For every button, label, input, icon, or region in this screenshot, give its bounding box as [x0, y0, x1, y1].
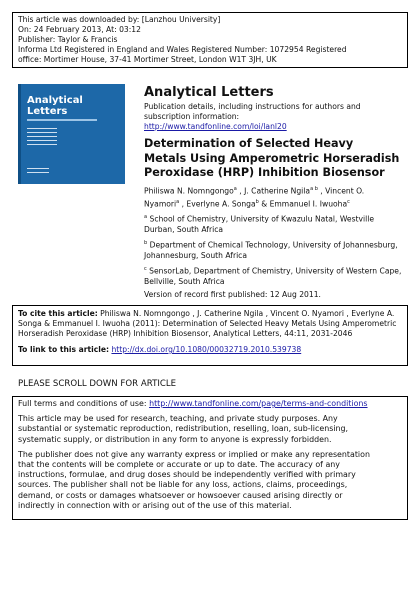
affil-mark: c [144, 266, 147, 273]
authors-section [144, 184, 410, 300]
journal-cover-image [18, 84, 125, 184]
author-text: Nyamori [144, 199, 177, 209]
affiliation-a: $^a$ School of Chemistry, University of Kwazulu Natal, Westville Durban, South Africa [144, 214, 375, 235]
author-text: , J. Catherine Ngila [236, 186, 311, 196]
affil-mark: b [255, 198, 259, 205]
title-line: Peroxidase (HRP) Inhibition Biosensor [144, 166, 385, 179]
link-label: To link to this article: [18, 345, 110, 354]
details-text: subscription information: [144, 112, 240, 121]
download-line: office: Mortimer House, 37-41 Mortimer Street, London W1T 3JH, UK [18, 55, 277, 64]
cover-rule [27, 119, 97, 121]
terms-link[interactable]: http://www.tandfonline.com/page/terms-and-conditions [149, 399, 368, 408]
affil-mark: b [144, 240, 148, 247]
affil-mark: a [144, 214, 148, 221]
download-line: Informa Ltd Registered in England and Wales Registered Number: 1072954 Registered [18, 45, 347, 54]
cover-text-lines [27, 128, 57, 148]
author-list [144, 184, 410, 209]
author-text: Philiswa N. Nomngongo [144, 186, 234, 196]
affiliation-c: $^c$ SensorLab, Department of Chemistry, University of Western Cape, Bellville, South Africa [144, 266, 402, 287]
terms-box [12, 396, 408, 520]
affil-mark: a [233, 186, 237, 192]
version-info: Version of record first published: 12 Aug 2011. [144, 290, 321, 300]
download-info-box [12, 12, 408, 68]
terms-paragraph-1: This article may be used for research, teaching, and private study purposes. Any substantial or systematic reproduction, redistribution, reselling, loan, sub-licensing, systematic supply, or distribution in any form to anyone is expressly forbidden. [18, 414, 349, 444]
cover-title: Analytical [27, 95, 83, 106]
affiliation-b: $^b$ Department of Chemical Technology, University of Johannesburg, Johannesburg, South Africa [144, 240, 398, 261]
title-line: Metals Using Amperometric Horseradish [144, 151, 400, 165]
cover-footer-lines [27, 168, 49, 176]
cite-text: Horseradish Peroxidase (HRP) Inhibition Biosensor, Analytical Letters, 44:11, 2031-2046 [18, 329, 353, 338]
download-line: This article was downloaded by: [Lanzhou University] [18, 15, 221, 24]
article-title [144, 137, 409, 181]
title-line: Determination of Selected Heavy [144, 137, 354, 150]
affil-mark: a [176, 198, 180, 205]
download-line: On: 24 February 2013, At: 03:12 [18, 25, 141, 34]
journal-name: Analytical Letters [144, 85, 274, 100]
affil-mark: c [347, 198, 350, 205]
terms-paragraph-2: The publisher does not give any warranty express or implied or make any representation that the contents will be complete or accurate or up to date. The accuracy of any instructions, formulae, and drug doses should be independently verified with primary sources. The publisher shall not be liable for any loss, actions, claims, proceedings, demand, or costs or damages whatsoever or howsoever caused arising directly or indirectly in connection with or arising out of the use of this material. [18, 449, 370, 510]
doi-link[interactable]: http://dx.doi.org/10.1080/00032719.2010.539738 [111, 345, 302, 354]
author-text: & Emmanuel I. Iwuoha [258, 199, 348, 209]
scroll-notice: PLEASE SCROLL DOWN FOR ARTICLE [18, 379, 177, 389]
download-line: Publisher: Taylor & Francis [18, 35, 118, 44]
affil-mark: a b [310, 186, 318, 192]
cover-title: Letters [27, 106, 68, 117]
details-text: Publication details, including instructions for authors and [144, 102, 361, 111]
cite-text: Songa & Emmanuel I. Iwuoha (2011): Determination of Selected Heavy Metals Using Amperometric [18, 319, 397, 328]
author-text: , Everlyne A. Songa [179, 199, 256, 209]
citation-box [12, 305, 408, 366]
cite-label: To cite this article: [18, 309, 98, 318]
journal-link[interactable]: http://www.tandfonline.com/loi/lanl20 [144, 122, 287, 131]
terms-intro: Full terms and conditions of use: [18, 399, 150, 408]
cover-spine [18, 84, 21, 184]
publication-details [144, 102, 409, 132]
author-text: , Vincent O. [317, 186, 365, 196]
cite-text: Philiswa N. Nomngongo , J. Catherine Ngila , Vincent O. Nyamori , Everlyne A. [97, 309, 395, 318]
